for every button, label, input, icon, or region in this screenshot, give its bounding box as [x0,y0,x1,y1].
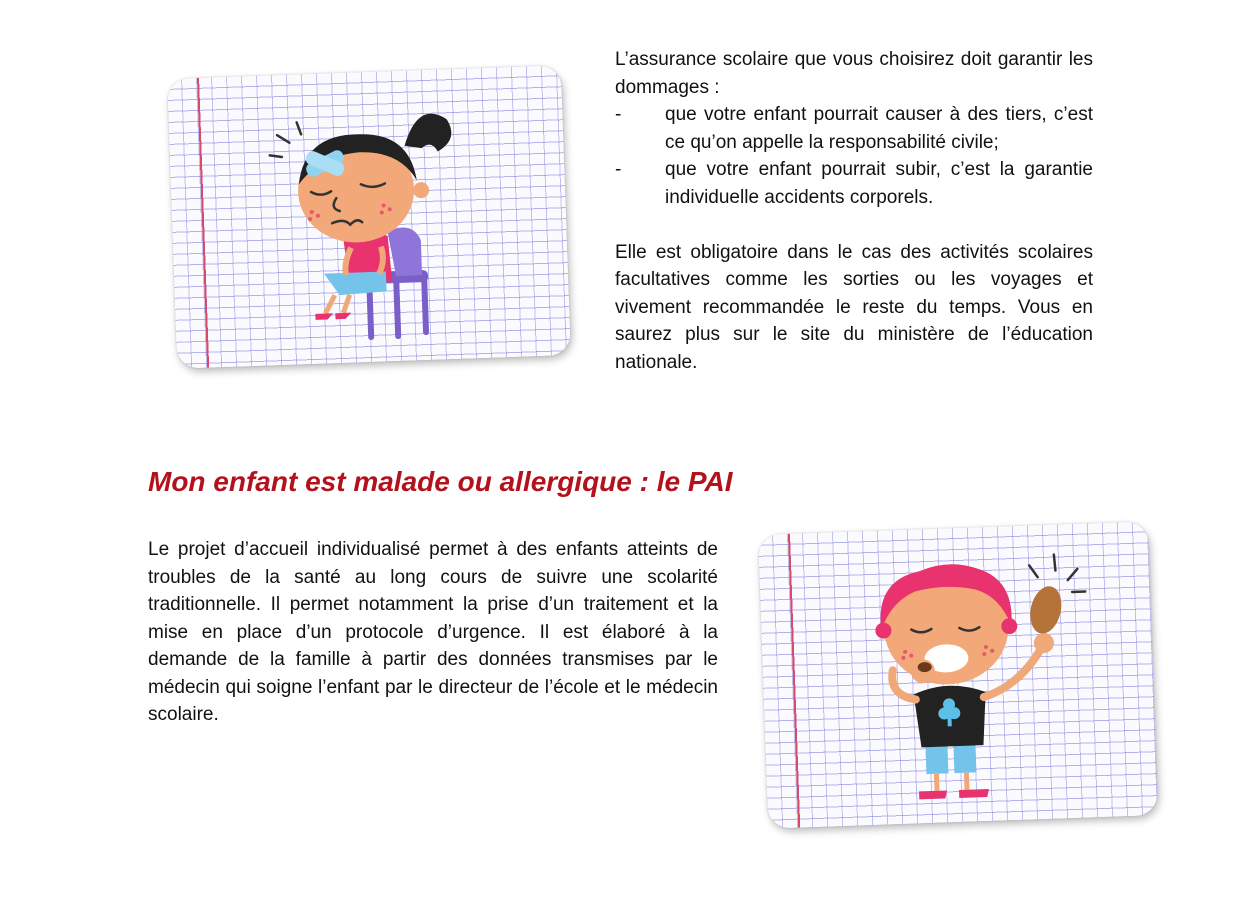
section-title-pai: Mon enfant est malade ou allergique : le PAI [148,466,733,497]
insurance-text [615,46,1093,376]
insurance-intro: L’assurance scolaire que vous choisirez doit garantir les dommages : [615,49,1093,98]
bullet-dash: - [615,104,622,125]
girl-with-bandage-on-chair-illustration [167,65,571,369]
insurance-item [615,101,1093,156]
boy-eating-peanut-illustration [758,521,1158,828]
insurance-item-text: que votre enfant pourrait subir, c’est la garantie individuelle accidents corporels. [665,159,1093,208]
boy-drawing [758,521,1158,828]
insurance-item-text: que votre enfant pourrait causer à des tiers, c’est ce qu’on appelle la responsabilité civile; [665,104,1093,153]
bullet-dash: - [615,159,622,180]
pai-body: Le projet d’accueil individualisé permet à des enfants atteints de troubles de la santé au long cours de suivre une scolarité traditionnelle. Il permet notamment la prise d’un traitement et la mise en place d’un protocole d’urgence. Il est élaboré à la demande de la famille à partir des données transmises par le médecin qui soigne l’enfant par le directeur de l’école et le médecin scolaire. [148,539,718,725]
insurance-note: Elle est obligatoire dans le cas des activités scolaires facultatives comme les sorties ou les voyages et vivement recommandée le reste du temps. Vous en saurez plus sur le site du ministère de l’éducation nationale. [615,241,1093,373]
pai-text [148,536,718,729]
girl-drawing [167,65,571,369]
insurance-item [615,156,1093,211]
